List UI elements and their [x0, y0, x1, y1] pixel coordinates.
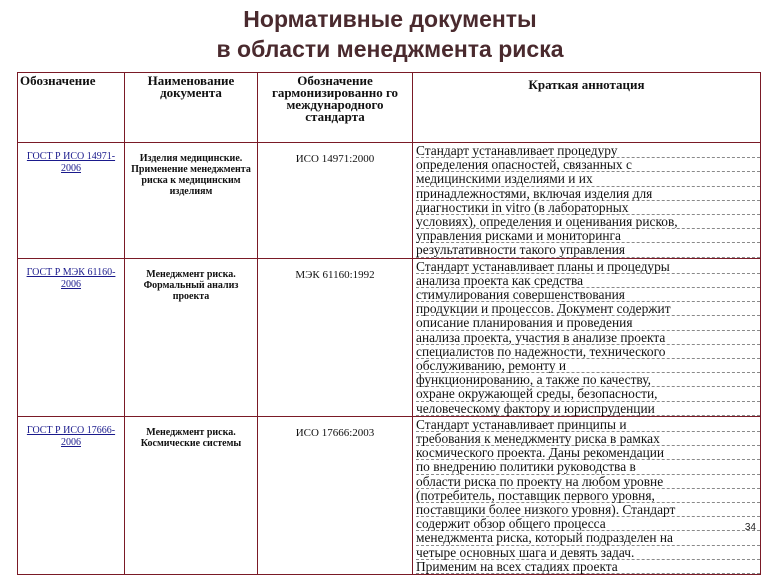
annotation-line: человеческому фактору и юриспруденции [416, 402, 760, 416]
row-annotation [413, 416, 761, 574]
standards-table [17, 72, 761, 575]
row-intl-standard: МЭК 61160:1992 [258, 258, 413, 416]
annotation-line: продукции и процессов. Документ содержит [416, 302, 760, 316]
row-intl-standard: ИСО 14971:2000 [258, 143, 413, 259]
annotation-line: содержит обзор общего процесса [416, 517, 760, 531]
header-document-name: Наименование документа [125, 73, 258, 143]
annotation-line: требования к менеджменту риска в рамках [416, 432, 760, 446]
annotation-line: (потребитель, поставщик первого уровня, [416, 489, 760, 503]
annotation-line: четыре основных шага и девять задач. [416, 546, 760, 560]
annotation-line: охране окружающей среды, безопасности, [416, 387, 760, 401]
annotation-line: обслуживанию, ремонту и [416, 359, 760, 373]
row-annotation [413, 143, 761, 259]
header-annotation: Краткая аннотация [413, 73, 761, 143]
annotation-line: Стандарт устанавливает планы и процедуры [416, 260, 760, 274]
page-title [0, 4, 780, 64]
annotation-line: анализа проекта, участия в анализе проекта [416, 331, 760, 345]
row-code-link[interactable]: ГОСТ Р ИСО 17666-2006 [18, 416, 125, 574]
annotation-line: принадлежностями, включая изделия для [416, 187, 760, 201]
annotation-line: области риска по проекту на любом уровне [416, 475, 760, 489]
row-annotation [413, 258, 761, 416]
annotation-line: определения опасностей, связанных с [416, 158, 760, 172]
header-designation: Обозначение [18, 73, 125, 143]
annotation-line: результативности такого управления [416, 243, 760, 257]
row-code-link[interactable]: ГОСТ Р ИСО 14971-2006 [18, 143, 125, 259]
annotation-line: Стандарт устанавливает принципы и [416, 418, 760, 432]
annotation-line: диагностики in vitro (в лабораторных [416, 201, 760, 215]
annotation-line: медицинскими изделиями и их [416, 172, 760, 186]
annotation-line: по внедрению политики руководства в [416, 460, 760, 474]
title-line-2: в области менеджмента риска [216, 36, 564, 62]
header-intl-standard: Обозначение гармонизированно го международного стандарта [258, 73, 413, 143]
annotation-line: анализа проекта как средства [416, 274, 760, 288]
table-header-row [18, 73, 761, 143]
table-row [18, 258, 761, 416]
annotation-line: описание планирования и проведения [416, 316, 760, 330]
table-row [18, 416, 761, 574]
annotation-line: управления рисками и мониторинга [416, 229, 760, 243]
title-line-1: Нормативные документы [243, 6, 537, 32]
annotation-line: условиях), определения и оценивания рисков, [416, 215, 760, 229]
annotation-line: специалистов по надежности, технического [416, 345, 760, 359]
row-document-name: Изделия медицинские. Применение менеджмента риска к медицинским изделиям [125, 143, 258, 259]
table-row [18, 143, 761, 259]
row-intl-standard: ИСО 17666:2003 [258, 416, 413, 574]
annotation-line: космического проекта. Даны рекомендации [416, 446, 760, 460]
row-code-link[interactable]: ГОСТ Р МЭК 61160-2006 [18, 258, 125, 416]
annotation-line: Применим на всех стадиях проекта [416, 560, 760, 574]
annotation-line: менеджмента риска, который подразделен на [416, 531, 760, 545]
annotation-line: Стандарт устанавливает процедуру [416, 144, 760, 158]
row-document-name: Менеджмент риска. Космические системы [125, 416, 258, 574]
row-document-name: Менеджмент риска. Формальный анализ проекта [125, 258, 258, 416]
annotation-line: стимулирования совершенствования [416, 288, 760, 302]
page-number: 34 [744, 522, 756, 533]
annotation-line: функционированию, а также по качеству, [416, 373, 760, 387]
annotation-line: поставщики более низкого уровня). Стандарт [416, 503, 760, 517]
